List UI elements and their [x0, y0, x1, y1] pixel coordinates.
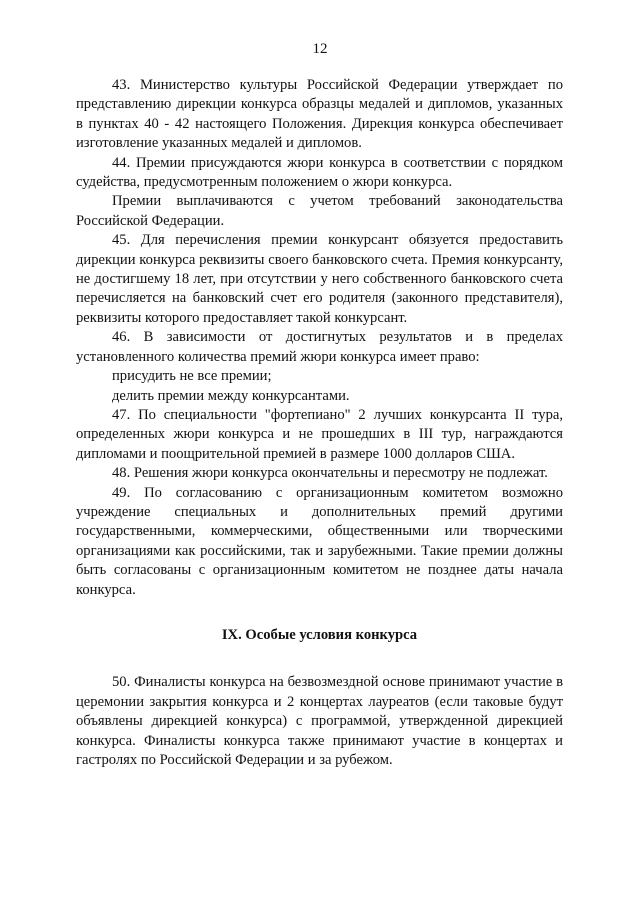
paragraph-48: 48. Решения жюри конкурса окончательны и пересмотру не подлежат.	[112, 465, 548, 482]
paragraph-44: 44. Премии присуждаются жюри конкурса в соответствии с порядком судейства, предусмотренным положением о жюри конкурса.	[76, 154, 563, 191]
paragraph-46: 46. В зависимости от достигнутых результатов и в пределах установленного количества премий жюри конкурса имеет право:	[76, 329, 563, 365]
page-number: 12	[312, 41, 328, 57]
paragraph-43: 43. Министерство культуры Российской Федерации утверждает по представлению дирекции конкурса образцы медалей и дипломов, указанных в пунктах 40 - 42 настоящего Положения. Дирекция конкурса обеспечивает изготовление указанных медалей и дипломов.	[76, 77, 563, 152]
paragraph-50: 50. Финалисты конкурса на безвозмездной основе принимают участие в церемонии закрытия конкурса и 2 концертах лауреатов (если таковые будут объявлены дирекцией конкурса) с программой, утвержденной дирекцией конкурса. Финалисты конкурса также принимают участие в концертах и гастролях по Российской Федерации и за рубежом.	[76, 674, 563, 768]
paragraph-45: 45. Для перечисления премии конкурсант обязуется предоставить дирекции конкурса реквизиты своего банковского счета. Премия конкурсанту, не достигшему 18 лет, при отсутствии у него собственного банковского счета перечисляется на банковский счет его родителя (законного представителя), реквизиты которого предоставляет такой конкурсант.	[76, 232, 563, 326]
section-heading: IX. Особые условия конкурса	[221, 626, 418, 643]
paragraph-46-item-1: присудить не все премии;	[112, 368, 272, 385]
paragraph-46-item-2: делить премии между конкурсантами.	[112, 387, 350, 404]
paragraph-47: 47. По специальности "фортепиано" 2 лучших конкурсанта II тура, определенных жюри конкурса и не прошедших в III тур, награждаются дипломами и поощрительной премией в размере 1000 долларов США.	[76, 406, 563, 462]
paragraph-44-payment: Премии выплачиваются с учетом требований законодательства Российской Федерации.	[76, 193, 563, 229]
document-body	[76, 76, 563, 770]
paragraph-49: 49. По согласованию с организационным комитетом возможно учреждение специальных и дополнительных премий другими государственными, коммерческими, общественными или творческими организациями как российскими, так и зарубежными. Такие премии должны быть согласованы с организационным комитетом не позднее даты начала конкурса.	[76, 484, 563, 598]
